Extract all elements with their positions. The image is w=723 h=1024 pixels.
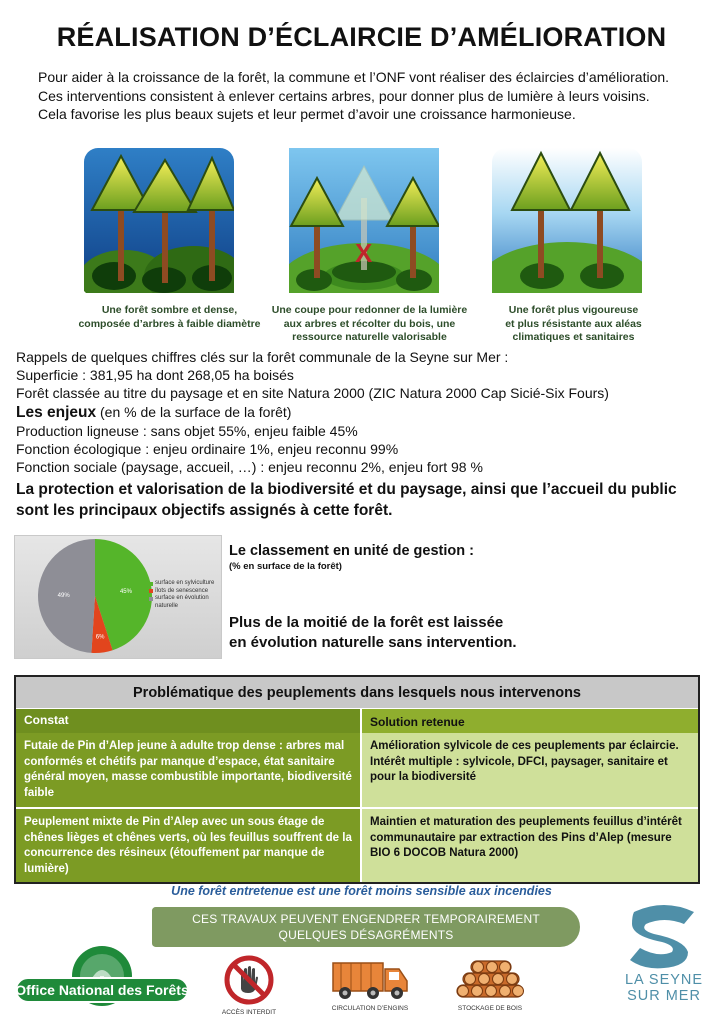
column-header-constat: Constat <box>16 709 362 733</box>
dense-forest-illustration <box>84 148 234 293</box>
legend-swatch <box>149 597 153 601</box>
gestion-title: Le classement en unité de gestion : <box>229 543 474 559</box>
onf-logo <box>14 946 190 1016</box>
wood-storage-notice <box>446 955 534 1012</box>
table-header-row <box>16 709 698 733</box>
seyne-logo-text: LA SEYNE SUR MER <box>624 972 704 1004</box>
intro-line: Cela favorise les plus beaux sujets et leur permet d’avoir une croissance harmonieuse. <box>38 106 576 122</box>
cut-mark: X <box>355 238 373 268</box>
facts-classification: Forêt classée au titre du paysage et en site Natura 2000 (ZIC Natura 2000 Cap Sicié-Six Fours) <box>16 385 609 402</box>
facts-surface: Superficie : 381,95 ha dont 268,05 ha boisés <box>16 367 294 384</box>
enjeux-production: Production ligneuse : sans objet 55%, enjeu faible 45% <box>16 422 358 439</box>
stands-table <box>14 675 700 884</box>
solution-cell: Maintien et maturation des peuplements feuillus d’intérêt communautaire par extraction des Pins d’Alep (mesure BIO 6 DOCOB Natura 2000) <box>362 809 698 882</box>
legend-item <box>149 580 221 588</box>
legend-label: îlots de senescence <box>155 587 209 594</box>
vigorous-forest-illustration <box>492 148 642 293</box>
illustration-caption: Une coupe pour redonner de la lumière aux arbres et récolter du bois, une ressource naturelle valorisable <box>271 304 468 343</box>
constat-cell: Futaie de Pin d’Alep jeune à adulte trop dense : arbres mal conformés et chétifs par manque d’espace, état sanitaire général moyen, masse combustible importante, biodiversité faible <box>16 733 362 807</box>
machinery-notice <box>326 955 414 1012</box>
legend-swatch <box>149 589 153 593</box>
illustration-caption: Une forêt plus vigoureuse et plus résistante aux aléas climatiques et sanitaires <box>505 304 642 343</box>
log-pile-icon <box>451 955 529 1001</box>
onf-logo-text: Office National des Forêts <box>15 982 189 998</box>
gestion-subtitle: (% en surface de la forêt) <box>229 561 342 572</box>
legend-swatch <box>149 582 153 586</box>
objectives-line: La protection et valorisation de la biodiversité et du paysage, ainsi que l’accueil du public <box>16 481 677 499</box>
enjeux-ecologique: Fonction écologique : enjeu ordinaire 1%, enjeu reconnu 99% <box>16 441 399 458</box>
key-facts <box>16 348 716 521</box>
table-title: Problématique des peuplements dans lesquels nous intervenons <box>16 677 698 709</box>
pie-slice-label: 6% <box>95 634 105 641</box>
enjeux-sociale: Fonction sociale (paysage, accueil, …) : enjeu reconnu 2%, enjeu fort 98 % <box>16 459 483 476</box>
pie-legend <box>149 580 221 610</box>
gestion-note: Plus de la moitié de la forêt est laissée en évolution naturelle sans intervention. <box>229 614 517 651</box>
intro-line: Pour aider à la croissance de la forêt, la commune et l’ONF vont réaliser des éclaircies d’amélioration. <box>38 69 670 85</box>
column-header-solution: Solution retenue <box>362 709 698 733</box>
icon-label: CIRCULATION D’ENGINS <box>331 1005 409 1012</box>
disturbance-banner: CES TRAVAUX PEUVENT ENGENDRER TEMPORAIREMENT QUELQUES DÉSAGRÉMENTS <box>152 907 580 947</box>
legend-label: surface en évolution naturelle <box>155 595 209 609</box>
management-pie-chart <box>14 535 222 659</box>
icon-label: STOCKAGE DE BOIS <box>457 1005 523 1012</box>
la-seyne-logo <box>614 902 714 1017</box>
seyne-s-logo-icon <box>614 902 714 972</box>
thinning-cut-illustration <box>289 148 439 293</box>
onf-logo-icon <box>14 946 190 1016</box>
icon-label: ACCÈS INTERDIT <box>221 1009 277 1016</box>
no-entry-hand-icon <box>224 955 274 1005</box>
page-title: RÉALISATION D’ÉCLAIRCIE D’AMÉLIORATION <box>56 22 667 52</box>
table-row <box>16 733 698 809</box>
intro-text <box>38 68 708 124</box>
legend-label: surface en sylviculture <box>155 580 215 586</box>
illustration-caption: Une forêt sombre et dense, composée d’arbres à faible diamètre <box>78 304 261 330</box>
truck-icon <box>331 955 409 1001</box>
legend-item <box>149 588 221 596</box>
intro-line: Ces interventions consistent à enlever certains arbres, pour donner plus de lumière à leurs voisins. <box>38 87 650 104</box>
objectives-line: sont les principaux objectifs assignés à cette forêt. <box>16 502 393 520</box>
no-entry-notice <box>205 955 293 1016</box>
pie-slice-label: 45% <box>119 589 132 596</box>
constat-cell: Peuplement mixte de Pin d’Alep avec un sous étage de chênes lièges et chênes verts, où les feuillus souffrent de la concurrence des résineux (étouffement par manque de lumière) <box>16 809 362 882</box>
enjeux-heading: Les enjeux (en % de la surface de la forêt) <box>16 403 292 421</box>
solution-cell: Amélioration sylvicole de ces peuplements par éclaircie. Intérêt multiple : sylvicole, DFCI, paysager, sanitaire et pour la biodiversité <box>362 733 698 807</box>
table-row <box>16 809 698 882</box>
fire-slogan: Une forêt entretenue est une forêt moins sensible aux incendies <box>171 884 552 898</box>
pie-slice-label: 49% <box>57 593 70 600</box>
legend-item <box>149 595 221 610</box>
facts-intro: Rappels de quelques chiffres clés sur la forêt communale de la Seyne sur Mer : <box>16 349 509 365</box>
